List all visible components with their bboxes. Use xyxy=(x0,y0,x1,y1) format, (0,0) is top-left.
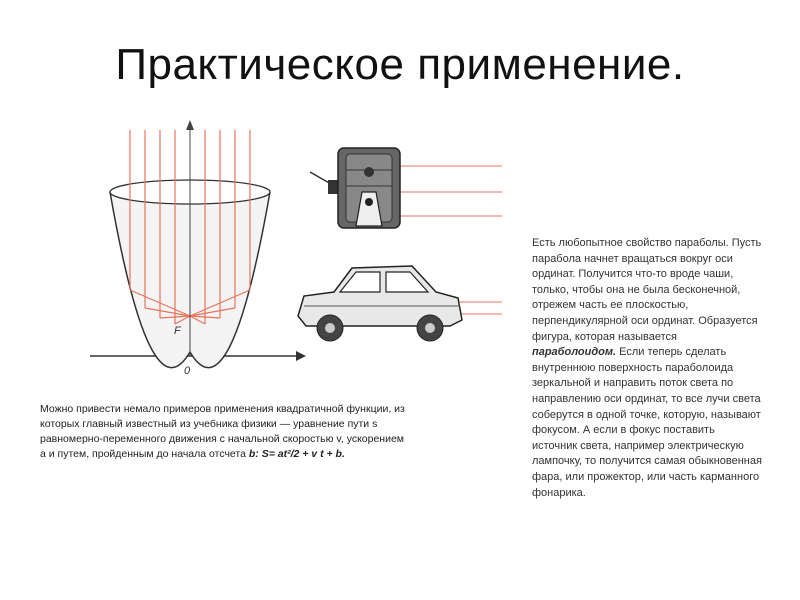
car xyxy=(298,266,502,341)
right-paragraph-intro: Есть любопытное свойство параболы. Пусть парабола начнет вращаться вокруг оси ординат. Получится что-то вроде чаши, только, чтобы она не была бесконечной, отрежем часть ее плоскостью, перпендикулярной оси ординат. Образуется фигура, которая называется xyxy=(532,237,762,343)
paraboloid-term: параболоидом. xyxy=(532,346,617,359)
right-paragraph xyxy=(532,236,762,501)
page-title: Практическое применение. xyxy=(115,40,685,89)
motion-formula: b: S= at²/2 + v t + b. xyxy=(248,448,345,460)
left-paragraph xyxy=(40,402,410,462)
focus-label: F xyxy=(174,325,181,337)
origin-label: 0 xyxy=(184,365,191,377)
projector-device xyxy=(310,148,502,228)
left-paragraph-text: Можно привести немало примеров применения квадратичной функции, из которых главный известный из учебника физики — уравнение пути s равномерно-переменного движения с начальной скоростью v, ускорением a и путем, пройденным до начала отсчета xyxy=(40,403,405,460)
right-paragraph-rest: Если теперь сделать внутреннюю поверхность параболоида зеркальной и направить поток света по направлению оси ординат, то все лучи света соберутся в одной точке, которую, называют фокусом. А если в фокус поставить источник света, например электрическую лампочку, то получится самая обыкновенная фара, или прожектор, или часть карманного фонарика. xyxy=(532,346,762,499)
illustration xyxy=(90,120,510,380)
y-axis-arrow xyxy=(186,120,194,130)
x-axis-arrow xyxy=(296,351,306,361)
